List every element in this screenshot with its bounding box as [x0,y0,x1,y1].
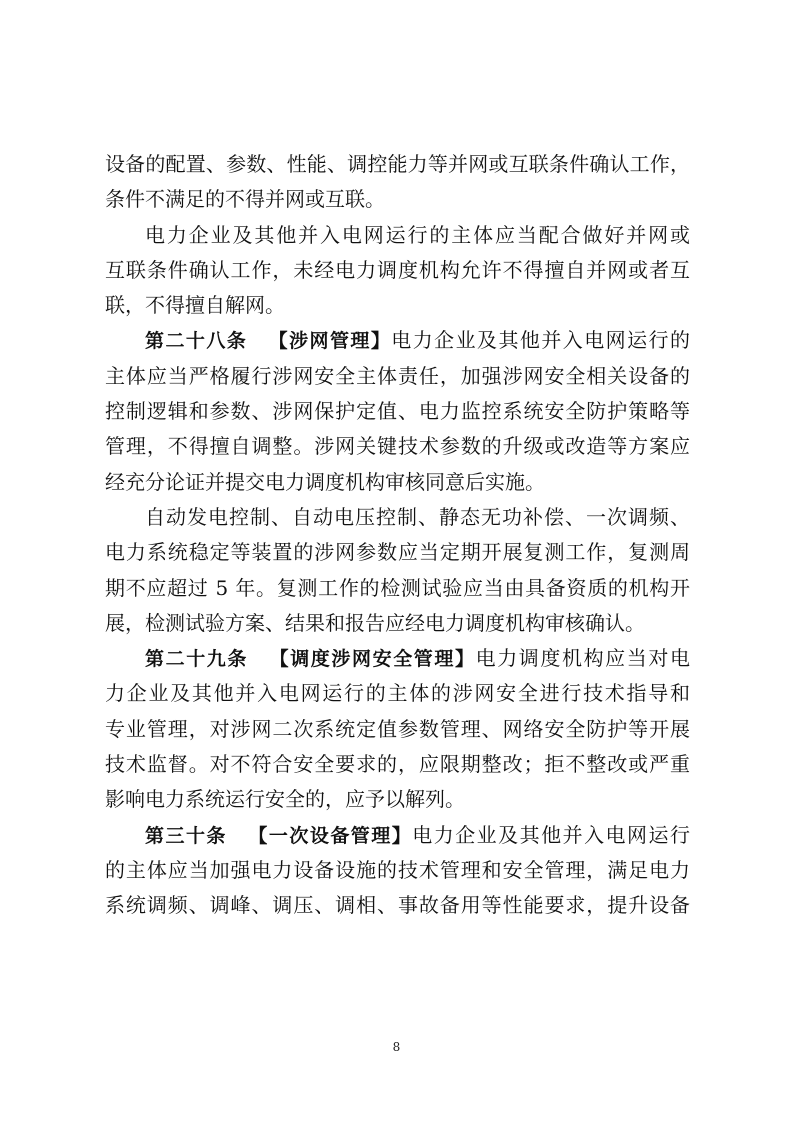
text-line: 管理，不得擅自调整。涉网关键技术参数的升级或改造等方案应 [105,434,690,459]
text-line: 条件不满足的不得并网或互联。 [105,187,385,212]
text-line: 展，检测试验方案、结果和报告应经电力调度机构审核确认。 [105,610,645,635]
paragraph-start: 自动发电控制、自动电压控制、静态无功补偿、一次调频、 [145,504,690,529]
text-line: 系统调频、调峰、调压、调相、事故备用等性能要求，提升设备 [105,893,690,918]
article-title: 【涉网管理】 [267,330,392,353]
article-number: 第三十条 [145,824,227,847]
article-title: 【一次设备管理】 [246,824,413,847]
text-line: 专业管理，对涉网二次系统定值参数管理、网络安全防护等开展 [105,716,690,741]
article-number: 第二十九条 [145,648,248,671]
document-body [105,147,690,924]
article-28-heading-line: 第二十八条 【涉网管理】电力企业及其他并入电网运行的 [145,328,690,353]
text-line: 控制逻辑和参数、涉网保护定值、电力监控系统安全防护策略等 [105,399,690,424]
article-30-heading-line: 第三十条 【一次设备管理】电力企业及其他并入电网运行 [145,822,690,847]
text-line: 影响电力系统运行安全的，应予以解列。 [105,787,465,812]
article-title: 【调度涉网安全管理】 [268,648,476,671]
text-line: 的主体应当加强电力设备设施的技术管理和安全管理，满足电力 [105,857,690,882]
text-line: 期不应超过 5 年。复测工作的检测试验应当由具备资质的机构开 [105,575,690,600]
article-29-heading-line: 第二十九条 【调度涉网安全管理】电力调度机构应当对电 [145,646,690,671]
text-line: 主体应当严格履行涉网安全主体责任，加强涉网安全相关设备的 [105,363,690,388]
text-line: 互联条件确认工作，未经电力调度机构允许不得擅自并网或者互 [105,257,690,282]
text-line: 电力系统稳定等装置的涉网参数应当定期开展复测工作，复测周 [105,540,690,565]
article-number: 第二十八条 [145,330,248,353]
text-line: 经充分论证并提交电力调度机构审核同意后实施。 [105,469,545,494]
text-line: 力企业及其他并入电网运行的主体的涉网安全进行技术指导和 [105,681,690,706]
paragraph-start: 电力企业及其他并入电网运行的主体应当配合做好并网或 [145,222,690,247]
text-line: 设备的配置、参数、性能、调控能力等并网或互联条件确认工作， [105,152,690,176]
text-line: 联，不得擅自解网。 [105,293,285,318]
text-line: 技术监督。对不符合安全要求的，应限期整改；拒不整改或严重 [105,752,690,777]
page-number: 8 [392,1040,401,1054]
